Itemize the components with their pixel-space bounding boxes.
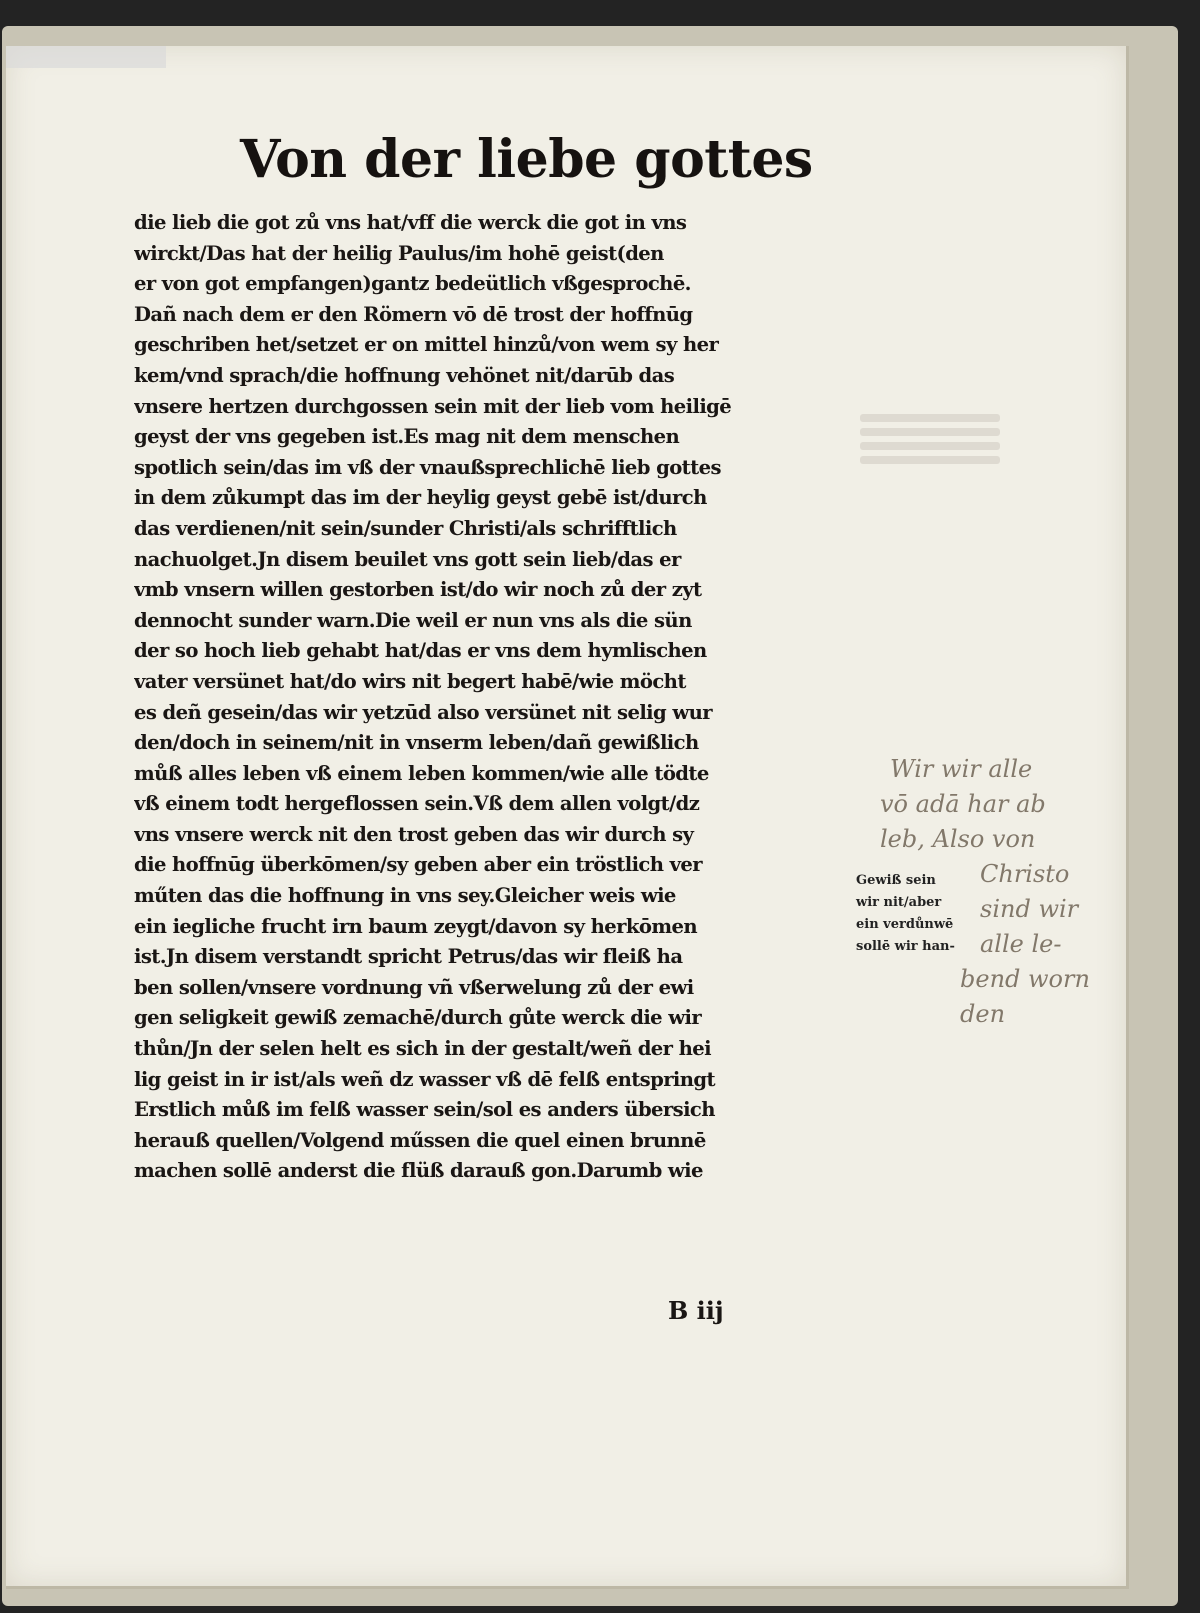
handwritten-line: vō adā har ab [880,790,1046,818]
handwritten-line: den [960,1000,1006,1028]
body-text [134,208,850,1187]
handwritten-line: alle le- [980,930,1062,958]
handwritten-line: sind wir [980,895,1079,923]
marginal-note-line: sollē wir han- [856,939,955,954]
handwritten-line: Christo [980,860,1070,888]
marginal-note-line: Gewiß sein [856,873,936,888]
text-line: das verdienen/nit sein/sunder Christi/als schrifftlich [134,516,677,540]
handwritten-line: Wir wir alle [890,755,1033,783]
text-line: dennocht sunder warn.Die weil er nun vns als die sün [134,608,692,632]
text-line: Erstlich můß im felß wasser sein/sol es anders übersich [134,1098,715,1122]
handwritten-line: bend worn [960,965,1090,993]
text-line: vnsere hertzen durchgossen sein mit der lieb vom heiligē [134,394,732,418]
text-line: lig geist in ir ist/als weñ dz wasser vß dē felß entspringt [134,1067,715,1091]
text-line: vmb vnsern willen gestorben ist/do wir noch zů der zyt [134,578,702,602]
text-line: den/doch in seinem/nit in vnserm leben/dañ gewißlich [134,731,699,755]
text-line: ist.Jn disem verstandt spricht Petrus/das wir fleiß ha [134,945,683,969]
text-line: der so hoch lieb gehabt hat/das er vns dem hymlischen [134,639,707,663]
text-line: Dañ nach dem er den Römern vō dē trost der hoffnūg [134,302,693,326]
text-line: nachuolget.Jn disem beuilet vns gott sein lieb/das er [134,547,681,571]
text-line: thůn/Jn der selen helt es sich in der gestalt/weñ der hei [134,1037,711,1061]
text-line: geschriben het/setzet er on mittel hinzů/von wem sy her [134,333,719,357]
text-line: in dem zůkumpt das im der heylig geyst gebē ist/durch [134,486,707,510]
text-line: die hoffnūg überkōmen/sy geben aber ein tröstlich ver [134,853,703,877]
text-line: vater versünet hat/do wirs nit begert habē/wie möcht [134,669,686,693]
text-line: es deñ gesein/das wir yetzūd also versünet nit selig wur [134,700,712,724]
text-line: machen sollē anderst die flüß darauß gon.Darumb wie [134,1159,703,1183]
bleed-through-marks [860,408,1000,470]
text-line: ein iegliche frucht irn baum zeygt/davon sy herkōmen [134,914,697,938]
text-line: spotlich sein/das im vß der vnaußsprechlichē lieb gottes [134,455,721,479]
text-line: ben sollen/vnsere vordnung vñ vßerwelung zů der ewi [134,975,694,999]
text-line: kem/vnd sprach/die hoffnung vehönet nit/darūb das [134,363,675,387]
handwritten-line: leb, Also von [880,825,1036,853]
text-line: můß alles leben vß einem leben kommen/wie alle tödte [134,761,709,785]
page-heading: Von der liebe gottes [240,129,813,190]
text-line: herauß quellen/Volgend műssen die quel einen brunnē [134,1128,706,1152]
text-line: die lieb die got zů vns hat/vff die werck die got in vns [134,211,687,234]
text-line: gen seligkeit gewiß zemachē/durch gůte werck die wir [134,1006,702,1030]
handwritten-annotation [880,752,1130,1032]
marginal-note-line: wir nit/aber [856,895,942,910]
text-line: geyst der vns gegeben ist.Es mag nit dem menschen [134,425,680,449]
text-line: műten das die hoffnung in vns sey.Gleicher weis wie [134,884,676,908]
text-line: er von got empfangen)gantz bedeütlich vßgesprochē. [134,272,691,296]
text-line: wirckt/Das hat der heilig Paulus/im hohē geist(den [134,241,664,265]
text-line: vß einem todt hergeflossen sein.Vß dem allen volgt/dz [134,792,700,816]
text-line: vns vnsere werck nit den trost geben das wir durch sy [134,822,694,846]
signature-mark: B iij [668,1296,724,1325]
marginal-note-line: ein verdůnwē [856,917,954,932]
